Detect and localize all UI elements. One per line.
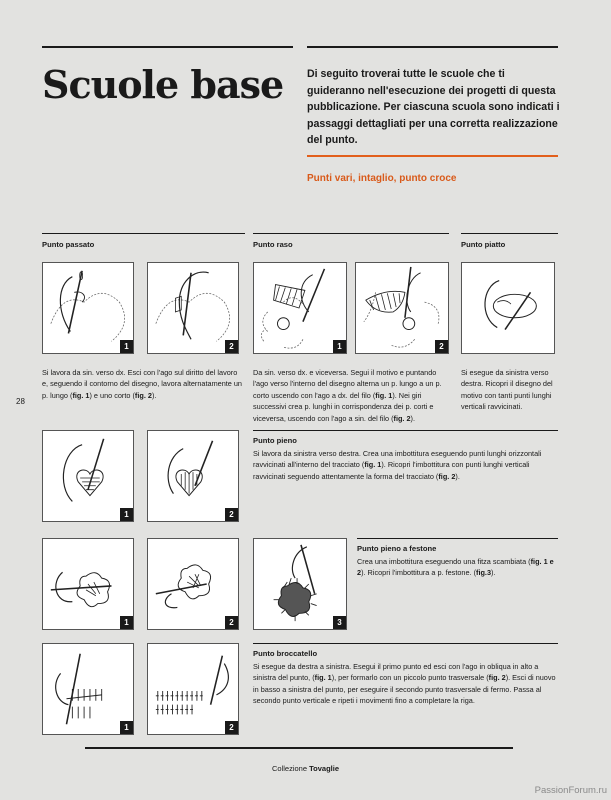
page-number: 28 [16,397,25,406]
figure-festone-2 [147,538,239,630]
text-punto-broccatello: Si esegue da destra a sinistra. Esegui il primo punto ed esci con l'ago in obliqua in alto a sinistra del punto, (fig. 1), per formarlo con un piccolo punto trasversale (fig. 2). Esci di nuovo in basso a sinistra del punto, per eseguire il secondo punto trasversale di fermo. Passa al secondo punto verticale e ripeti i movimenti fino a completare la riga. [253,662,556,706]
heading-punto-raso: Punto raso [253,240,293,249]
figure-broccatello-2 [147,643,239,735]
heading-punto-pieno: Punto pieno [253,436,297,445]
footer [0,764,611,773]
heading-punto-broccatello: Punto broccatello [253,649,318,658]
watermark: PassionForum.ru [534,785,607,796]
figure-number: 1 [333,340,346,353]
figure-piatto [461,262,555,354]
figure-passato-2 [147,262,239,354]
text-punto-piatto: Si esegue da sinistra verso destra. Ricopri il disegno del motivo con tanti punti lunghi verticali ravvicinati. [461,368,553,412]
figure-pieno-1 [42,430,134,522]
section-rule [253,430,558,431]
figure-number: 2 [435,340,448,353]
figure-pieno-2 [147,430,239,522]
figure-passato-1 [42,262,134,354]
page-title: Scuole base [42,62,284,107]
heading-punto-piatto: Punto piatto [461,240,506,249]
text-punto-raso: Da sin. verso dx. e viceversa. Segui il motivo e puntando l'ago verso l'interno del disegno alterna un p. lungo a un p. corto uscendo con l'ago a dx. del filo (fig. 1). Nei giri successivi crea p. lunghi in corrispondenza dei p. corti e viceversa, uscendo con l'ago a sin. del filo (fig. 2). [253,368,442,423]
text-punto-pieno: Si lavora da sinistra verso destra. Crea una imbottitura eseguendo punti lunghi orizzontali ravvicinati all'interno del tracciato (fig. 1). Ricopri l'imbottitura con punti lunghi verticali ravvicinati seguendo attentamente la forma del tracciato (fig. 2). [253,449,542,481]
figure-number: 1 [120,508,133,521]
section-rule [357,538,558,539]
heading-punto-pieno-a-festone: Punto pieno a festone [357,544,437,553]
figure-raso-1 [253,262,347,354]
top-rule-right [307,46,558,48]
figure-number: 3 [333,616,346,629]
figure-number: 2 [225,721,238,734]
figure-number: 2 [225,616,238,629]
figure-number: 1 [120,721,133,734]
section-rule [42,233,245,234]
section-rule [253,643,558,644]
figure-raso-2 [355,262,449,354]
text-punto-passato: Si lavora da sin. verso dx. Esci con l'ago sul diritto del lavoro e, seguendo il contorno del disegno, lavora alternatamente un p. lungo (fig. 1) e uno corto (fig. 2). [42,368,242,400]
footer-collection-name: Tovaglie [309,764,339,773]
heading-punto-passato: Punto passato [42,240,95,249]
top-rule-left [42,46,293,48]
needle-illustration-icon [462,263,554,353]
section-subtitle: Punti vari, intaglio, punto croce [307,173,457,184]
accent-rule [307,155,558,157]
intro-paragraph: Di seguito troverai tutte le scuole che ti guideranno nell'esecuzione dei progetti di questa pubblicazione. Per ciascuna scuola sono indicati i passaggi dettagliati per una corretta realizzazione del punto. [307,68,560,147]
figure-number: 2 [225,508,238,521]
figure-broccatello-1 [42,643,134,735]
footer-rule [85,747,513,749]
figure-number: 1 [120,340,133,353]
footer-prefix: Collezione [272,764,308,773]
figure-festone-1 [42,538,134,630]
text-punto-pieno-a-festone: Crea una imbottitura eseguendo una fitza scambiata (fig. 1 e 2). Ricopri l'imbottitura a p. festone. (fig.3). [357,557,554,578]
figure-number: 1 [120,616,133,629]
figure-number: 2 [225,340,238,353]
figure-festone-3 [253,538,347,630]
section-rule [461,233,558,234]
section-rule [253,233,449,234]
